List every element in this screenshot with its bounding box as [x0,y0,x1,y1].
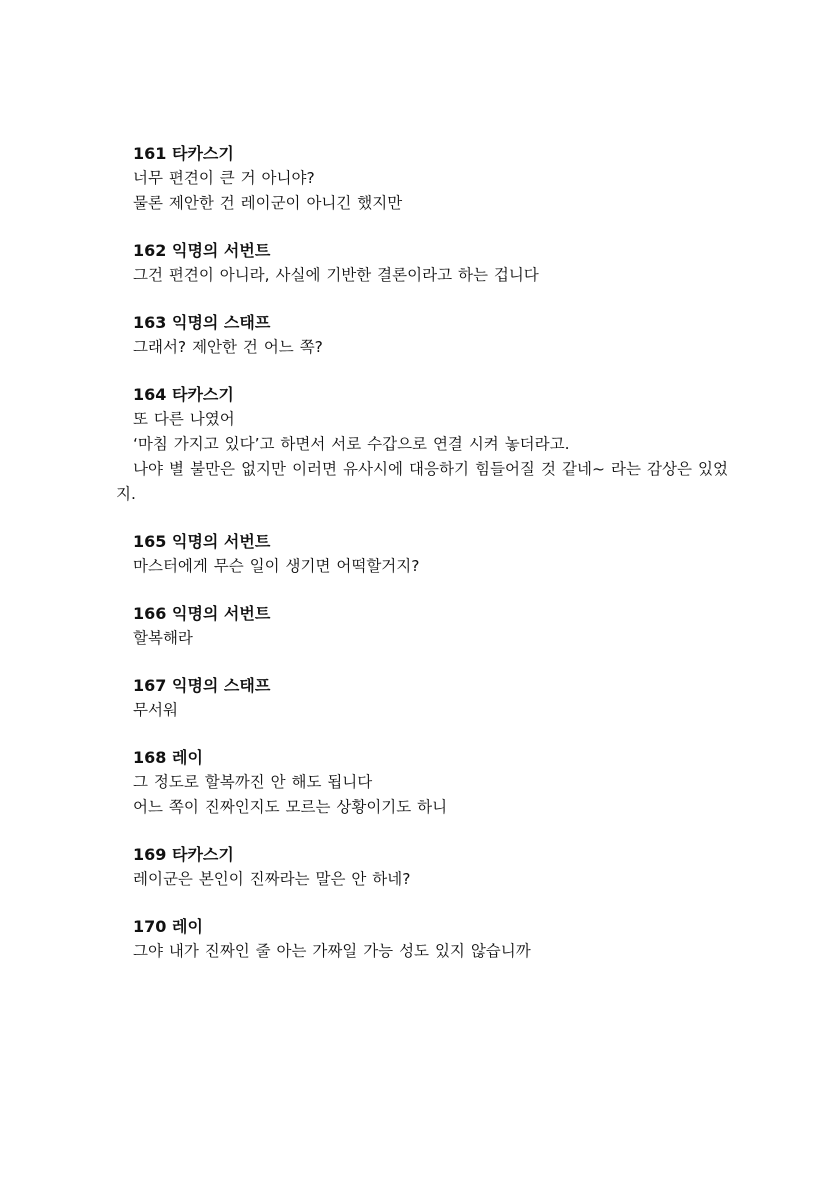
post-line: 무서워 [133,701,178,719]
post-161 [116,141,728,216]
post-author: 익명의 서번트 [171,604,271,623]
post-166 [116,601,728,651]
post-line: 물론 제안한 건 레이군이 아니긴 했지만 [133,194,403,212]
post-number: 164 [133,385,167,404]
post-line: 그야 내가 진짜인 줄 아는 가짜일 가능 성도 있지 않습니까 [133,942,531,960]
post-author: 익명의 스태프 [171,676,271,695]
post-number: 168 [133,748,167,767]
post-author: 레이 [171,917,203,936]
post-167 [116,673,728,723]
post-author: 익명의 서번트 [171,241,271,260]
post-164 [116,382,728,507]
post-number: 162 [133,241,167,260]
post-author: 타카스기 [171,845,234,864]
post-number: 165 [133,532,167,551]
post-header [116,310,728,335]
post-168 [116,745,728,820]
post-line: 나야 별 불만은 없지만 이러면 유사시에 대응하기 힘들어질 것 같네~ 라는 감상은 있었지. [116,460,728,503]
post-number: 169 [133,845,167,864]
post-header [116,382,728,407]
post-header [116,914,728,939]
post-163 [116,310,728,360]
post-line: 그건 편견이 아니라, 사실에 기반한 결론이라고 하는 겁니다 [133,266,539,284]
post-author: 레이 [171,748,203,767]
post-number: 161 [133,144,167,163]
post-number: 166 [133,604,167,623]
post-number: 163 [133,313,167,332]
post-author: 익명의 스태프 [171,313,271,332]
post-header [116,673,728,698]
post-line: ‘마침 가지고 있다’고 하면서 서로 수갑으로 연결 시켜 놓더라고. [133,435,570,453]
post-author: 타카스기 [171,385,234,404]
post-165 [116,529,728,579]
post-line: 그래서? 제안한 건 어느 쪽? [133,338,323,356]
post-line: 마스터에게 무슨 일이 생기면 어떡할거지? [133,557,420,575]
post-header [116,601,728,626]
post-line: 어느 쪽이 진짜인지도 모르는 상황이기도 하니 [133,798,448,816]
post-line: 레이군은 본인이 진짜라는 말은 안 하네? [133,870,411,888]
post-170 [116,914,728,964]
post-line: 너무 편견이 큰 거 아니야? [133,169,315,187]
post-number: 167 [133,676,167,695]
post-line: 그 정도로 할복까진 안 해도 됩니다 [133,773,373,791]
post-header [116,141,728,166]
post-header [116,745,728,770]
post-header [116,529,728,554]
post-header [116,842,728,867]
post-author: 익명의 서번트 [171,532,271,551]
post-162 [116,238,728,288]
post-header [116,238,728,263]
post-line: 또 다른 나였어 [133,410,235,428]
post-line: 할복해라 [133,629,193,647]
post-author: 타카스기 [171,144,234,163]
post-169 [116,842,728,892]
post-list [116,141,728,986]
post-number: 170 [133,917,167,936]
